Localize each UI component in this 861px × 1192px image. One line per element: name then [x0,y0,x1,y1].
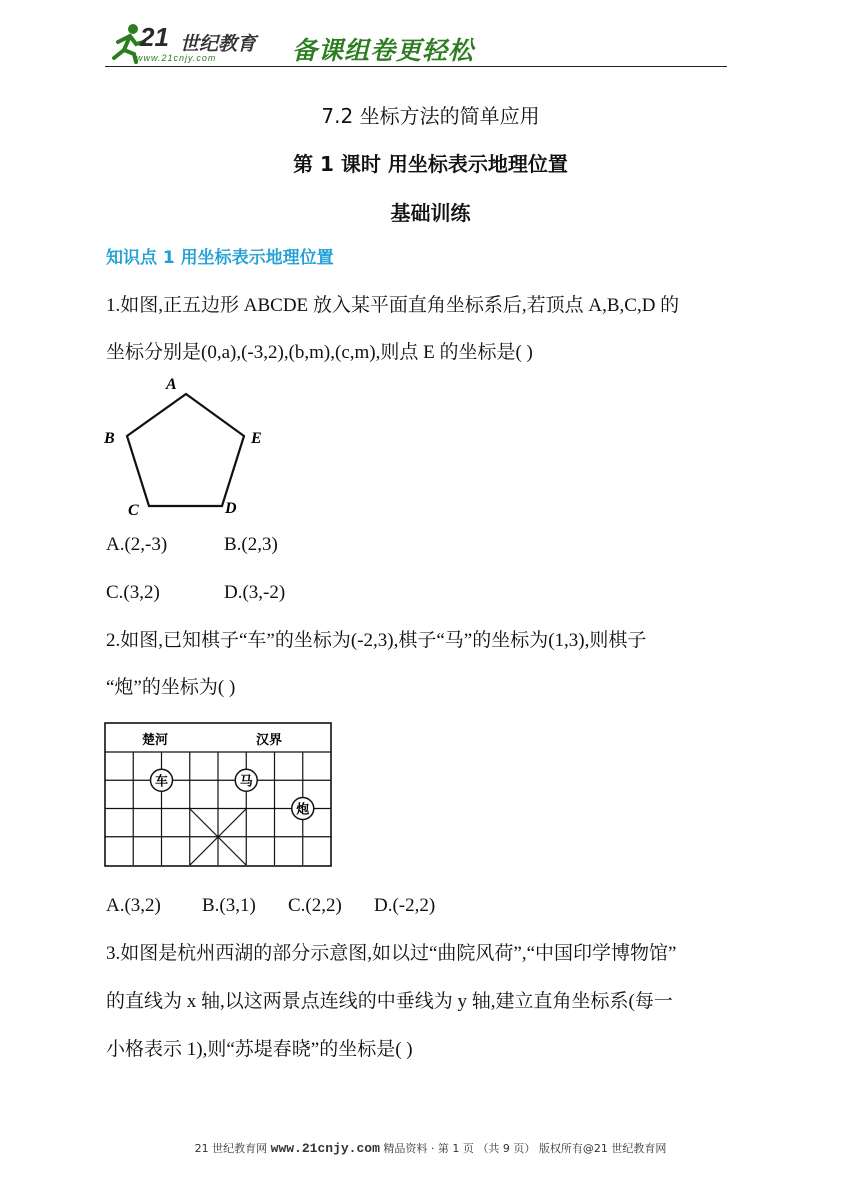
vertex-label-c: C [128,502,139,519]
slogan: 备课组卷更轻松 [292,36,475,65]
logo-number: 21 [140,22,169,52]
logo-url: www.21cnjy.com [136,53,217,63]
chess-piece [235,769,257,791]
river-label-right: 汉界 [256,733,283,748]
chess-board-figure [104,722,334,868]
q1-text-line1: 1.如图,正五边形 ABCDE 放入某平面直角坐标系后,若顶点 A,B,C,D 的 [106,295,680,316]
pentagon-figure [100,372,280,522]
logo-text: 世纪教育 [180,33,257,55]
q2-text-line1: 2.如图,已知棋子“车”的坐标为(-2,3),棋子“马”的坐标为(1,3),则棋子 [106,630,647,651]
q2-option-a: A.(3,2) [106,895,161,916]
section-title: 7.2 坐标方法的简单应用 [321,104,540,128]
q1-option-b: B.(2,3) [224,534,278,555]
vertex-label-d: D [225,500,237,517]
footer-url[interactable]: www.21cnjy.com [270,1141,380,1156]
knowledge-point-heading: 知识点 1 用坐标表示地理位置 [106,248,334,268]
chess-piece [151,769,173,791]
q3-text-line1: 3.如图是杭州西湖的部分示意图,如以过“曲院风荷”,“中国印学博物馆” [106,943,677,964]
q3-text-line3: 小格表示 1),则“苏堤春晓”的坐标是( ) [106,1039,413,1060]
river-label-left: 楚河 [142,733,169,748]
chess-piece [292,798,314,820]
q2-option-d: D.(-2,2) [374,895,436,916]
q1-text-line2: 坐标分别是(0,a),(-3,2),(b,m),(c,m),则点 E 的坐标是( ) [106,342,533,363]
q1-option-d: D.(3,-2) [224,582,286,603]
header-divider [105,66,727,67]
footer-site: 21 世纪教育网 [194,1142,268,1155]
pentagon-shape [127,394,244,506]
training-title: 基础训练 [390,201,471,225]
q1-option-a: A.(2,-3) [106,534,168,555]
chess-piece-label: 炮 [296,802,310,818]
header [0,0,861,80]
vertex-label-a: A [166,376,177,393]
vertex-label-b: B [104,430,115,447]
chess-piece-label: 马 [239,774,253,790]
chess-piece-label: 车 [154,774,169,790]
vertex-label-e: E [251,430,262,447]
q3-text-line2: 的直线为 x 轴,以这两景点连线的中垂线为 y 轴,建立直角坐标系(每一 [106,991,673,1012]
chess-pieces [151,769,314,819]
footer [0,1140,861,1156]
q2-text-line2: “炮”的坐标为( ) [106,677,236,698]
footer-page-info: 精品资料 · 第 1 页 （共 9 页） 版权所有@21 世纪教育网 [383,1142,667,1155]
q2-option-c: C.(2,2) [288,895,342,916]
q1-option-c: C.(3,2) [106,582,160,603]
lesson-title: 第 1 课时 用坐标表示地理位置 [293,152,568,176]
q2-option-b: B.(3,1) [202,895,256,916]
